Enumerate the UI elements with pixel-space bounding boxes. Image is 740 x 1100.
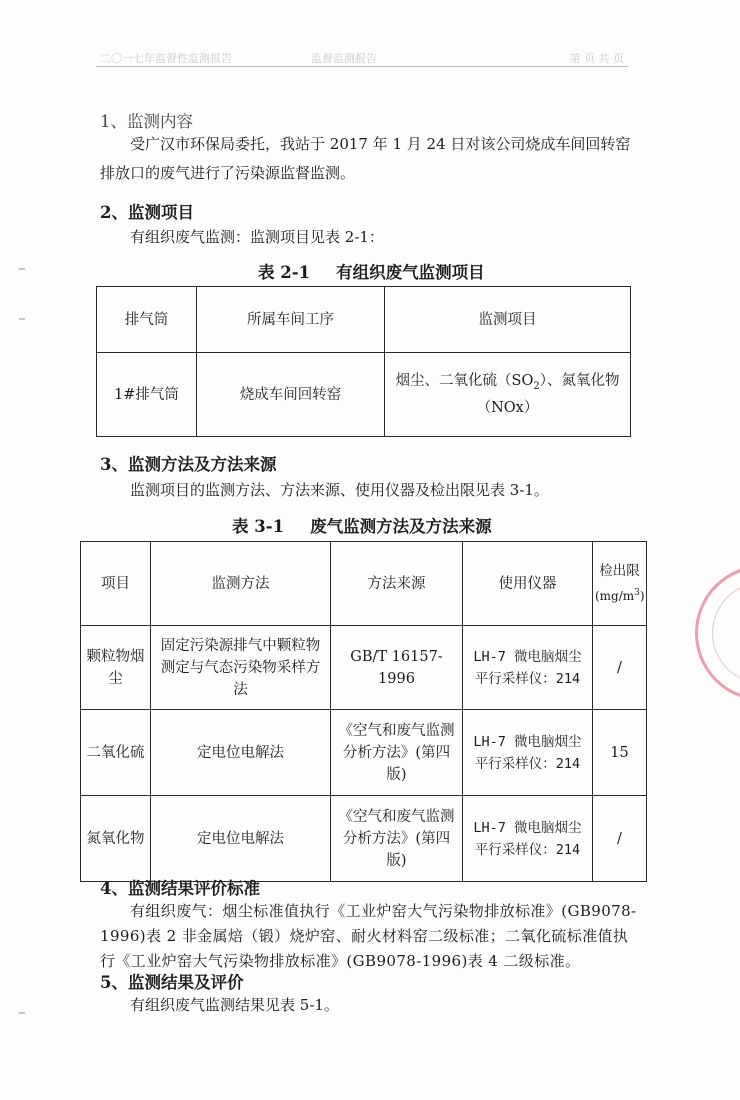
source-cell: 《空气和废气监测分析方法》(第四版) [331,796,463,882]
section-3-text: 监测项目的监测方法、方法来源、使用仪器及检出限见表 3-1。 [130,481,549,499]
binding-mark [19,1012,25,1014]
instrument-cell: LH-7 微电脑烟尘平行采样仪：214 [463,796,593,882]
header-item: 项目 [81,542,151,626]
items-text-a: 烟尘、二氧化硫（SO [395,372,534,389]
binding-mark [19,268,25,270]
unit-close: ) [639,589,645,603]
table-2-1-header-items: 监测项目 [385,287,631,353]
items-text-c: （NOx） [476,400,539,417]
table-2-1-title: 有组织废气监测项目 [336,263,485,282]
section-3-title: 3、监测方法及方法来源 [100,455,277,474]
table-2-1-header-process: 所属车间工序 [197,287,385,353]
official-seal-stamp [695,565,740,701]
section-5-text: 有组织废气监测结果见表 5-1。 [130,996,339,1014]
section-4-title: 4、监测结果评价标准 [100,879,260,898]
header-method: 监测方法 [151,542,331,626]
detection-limit-label: 检出限 [599,563,640,579]
table-3-1-header-row [81,542,647,626]
binding-mark [19,318,25,320]
table-row [81,796,647,882]
source-cell: GB/T 16157-1996 [331,626,463,710]
unit-superscript: 3 [634,588,640,598]
table-2-1-number: 表 2-1 [258,263,311,282]
items-subscript: 2 [533,380,540,392]
header-instrument: 使用仪器 [463,542,593,626]
table-row [97,353,631,437]
table-2-1-header-stack: 排气筒 [97,287,197,353]
section-5-title: 5、监测结果及评价 [100,973,244,992]
item-cell: 氮氧化物 [81,796,151,882]
table-row [81,626,647,710]
method-cell: 定电位电解法 [151,710,331,796]
section-4-text: 有组织废气：烟尘标准值执行《工业炉窑大气污染物排放标准》(GB9078-1996)表 2 非金属焙（锻）烧炉窑、耐火材料窑二级标准；二氧化硫标准值执行《工业炉窑大气污染物排放标准》(GB9078-1996)表 4 二级标准。 [100,902,637,970]
table-3-1-title: 废气监测方法及方法来源 [310,517,492,536]
header-left: 二〇一七年监督性监测报告 [100,52,232,65]
method-cell: 定电位电解法 [151,796,331,882]
table-2-1-caption [258,259,485,283]
source-cell: 《空气和废气监测分析方法》(第四版) [331,710,463,796]
table-row [81,710,647,796]
table-2-1 [96,286,631,437]
item-cell: 颗粒物烟尘 [81,626,151,710]
table-3-1-number: 表 3-1 [232,517,285,536]
items-cell [385,353,631,437]
method-cell: 固定污染源排气中颗粒物测定与气态污染物采样方法 [151,626,331,710]
instrument-cell: LH-7 微电脑烟尘平行采样仪：214 [463,710,593,796]
items-text-b: ）、氮氧化物 [539,372,620,389]
unit-text: (mg/m [595,589,635,603]
limit-cell: 15 [593,710,647,796]
table-3-1-caption [232,513,492,537]
stack-cell: 1#排气筒 [97,353,197,437]
table-2-1-header-row [97,287,631,353]
limit-cell: / [593,796,647,882]
section-1-title: 1、监测内容 [100,112,193,131]
section-1-text: 受广汉市环保局委托，我站于 2017 年 1 月 24 日对该公司烧成车间回转窑排放口的废气进行了污染源监督监测。 [100,135,631,182]
limit-cell: / [593,626,647,710]
header-detection-limit [593,542,647,626]
process-cell: 烧成车间回转窑 [197,353,385,437]
detection-limit-unit [595,589,645,603]
section-2-title: 2、监测项目 [100,203,194,222]
item-cell: 二氧化硫 [81,710,151,796]
header-center: 监督监测报告 [311,52,377,65]
header-source: 方法来源 [331,542,463,626]
header-right: 第 页 共 页 [569,52,624,65]
instrument-cell: LH-7 微电脑烟尘平行采样仪：214 [463,626,593,710]
section-2-text: 有组织废气监测：监测项目见表 2-1： [130,228,384,246]
table-3-1 [80,541,647,882]
running-header [96,44,628,67]
